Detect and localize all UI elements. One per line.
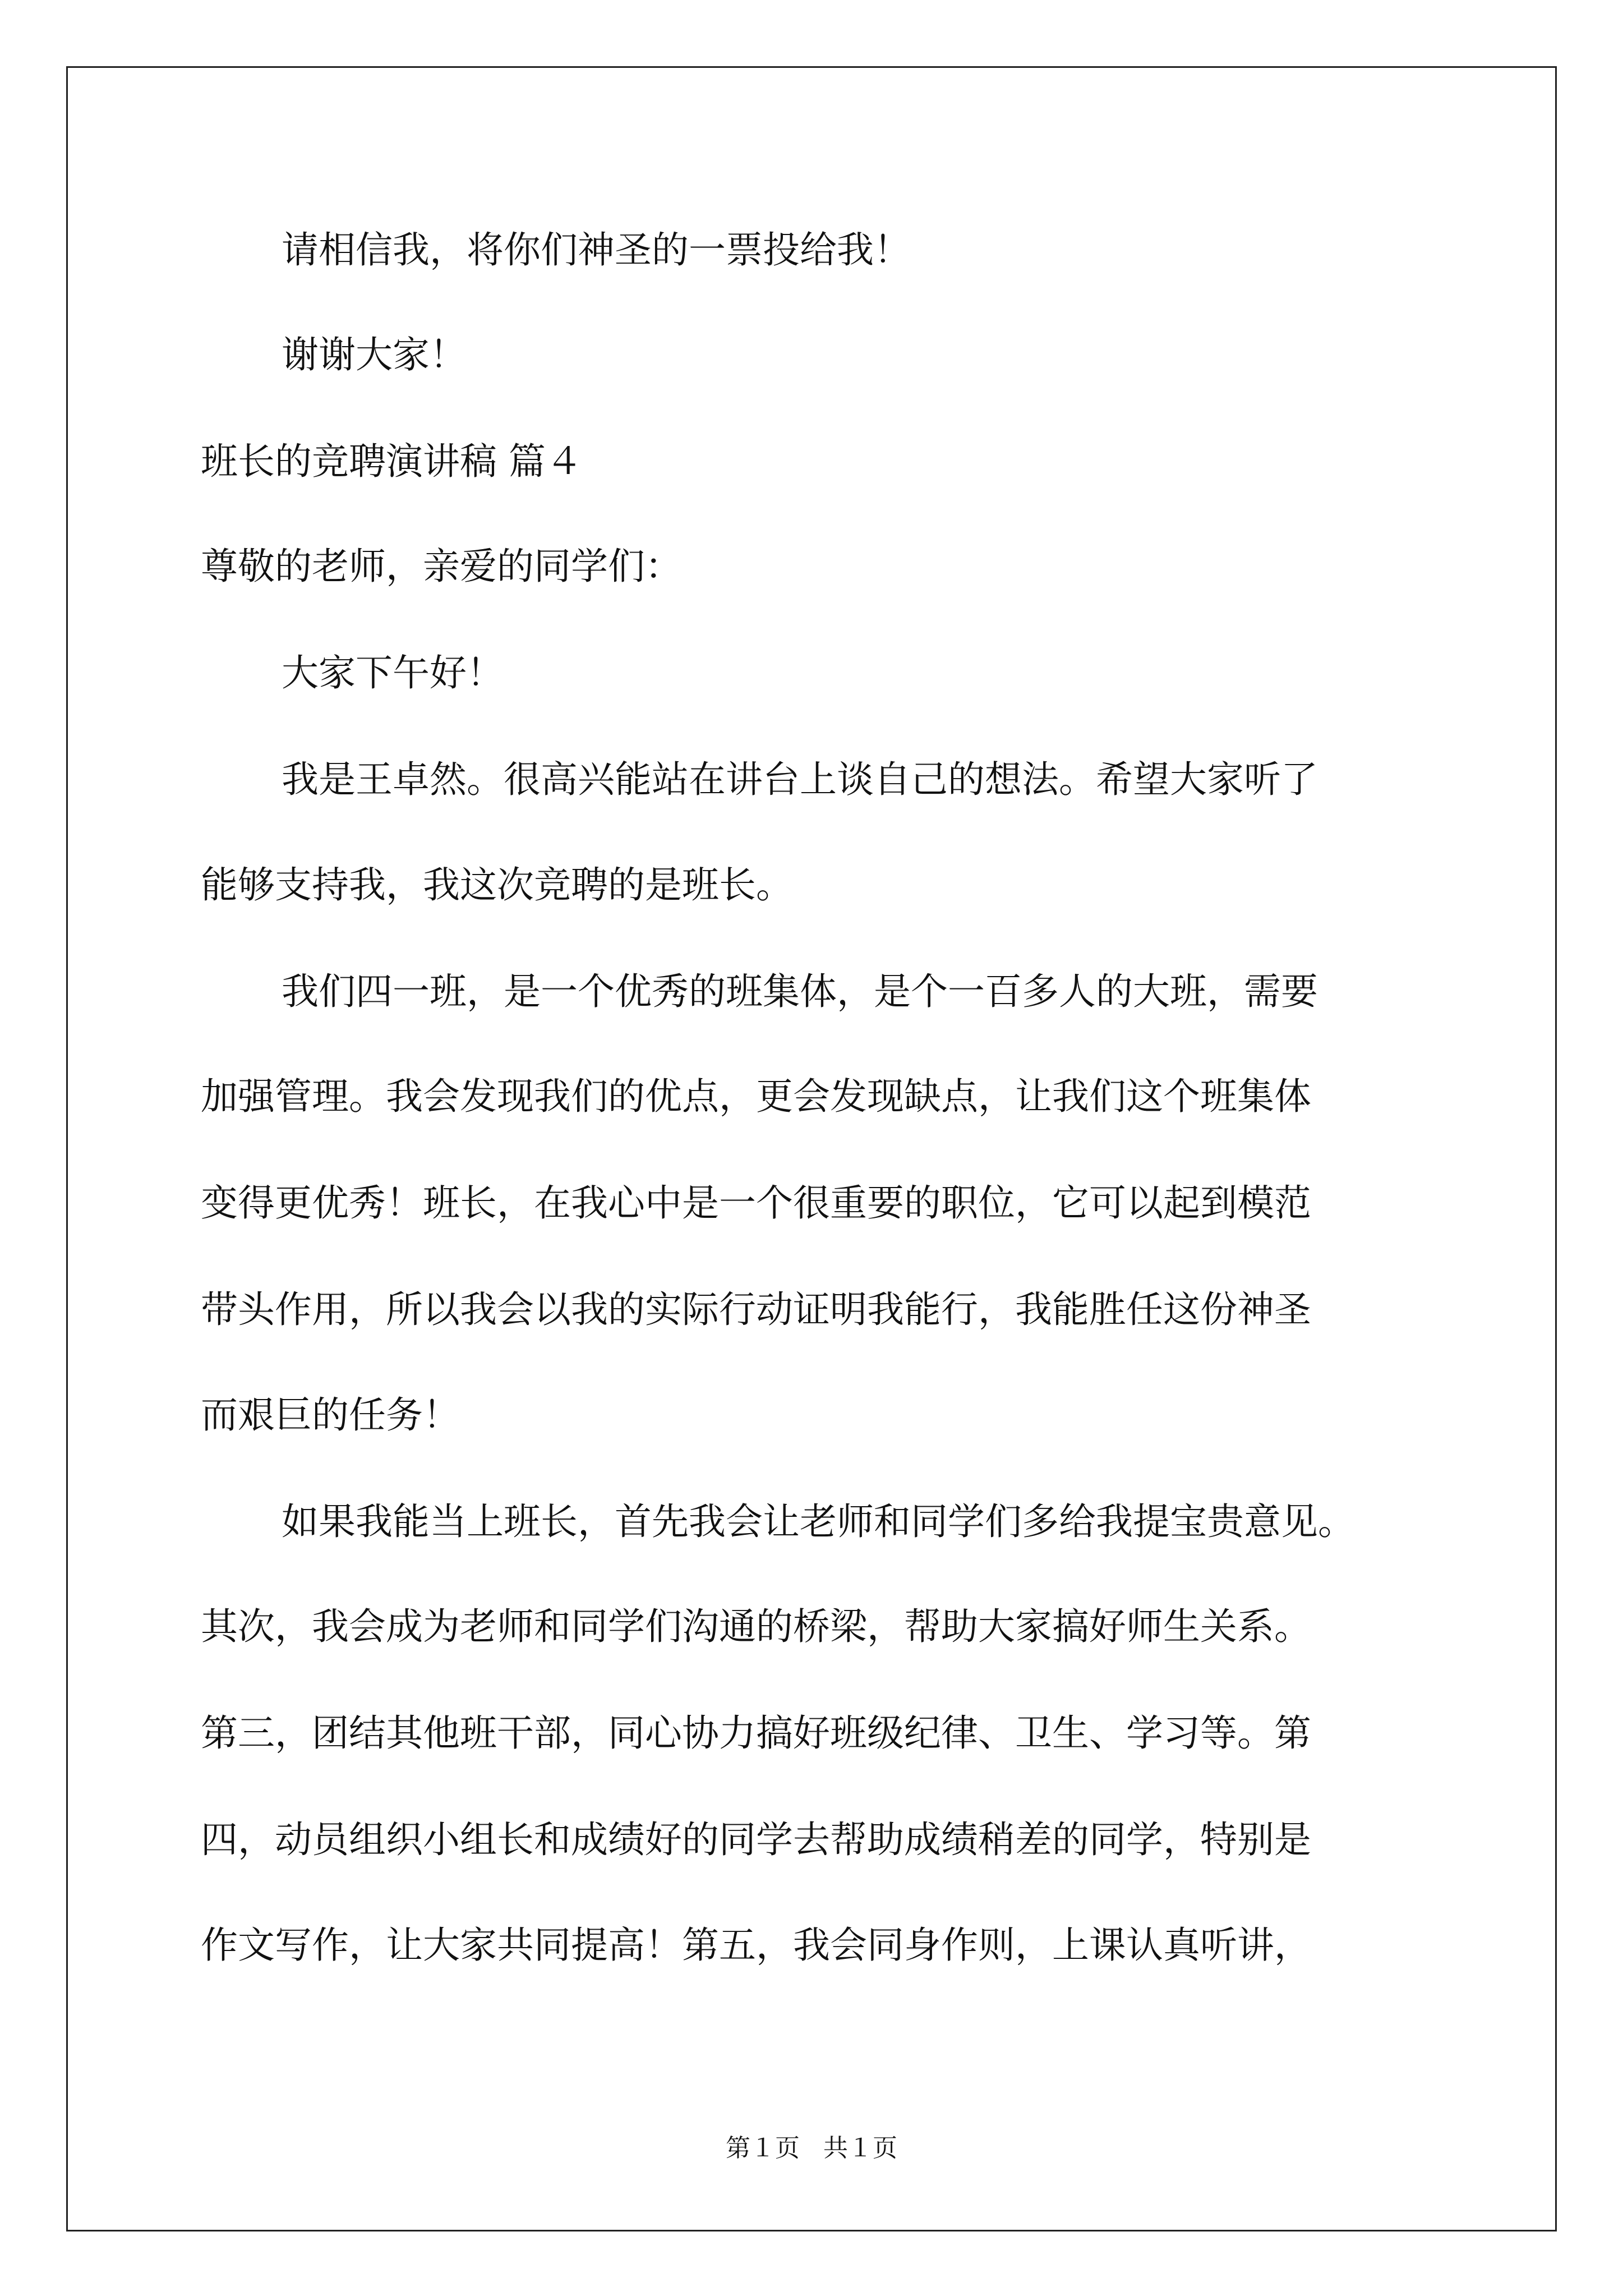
paragraph-line: 如果我能当上班长，首先我会让老师和同学们多给我提宝贵意见。: [282, 1500, 1355, 1543]
paragraph-line: 我是王卓然。很高兴能站在讲台上谈自己的想法。希望大家听了: [282, 758, 1318, 801]
paragraph-line: 作文写作，让大家共同提高！第五，我会同身作则，上课认真听讲，: [201, 1924, 1311, 1967]
paragraph-line: 能够支持我，我这次竞聘的是班长。: [201, 863, 793, 907]
paragraph-line: 谢谢大家！: [282, 333, 467, 376]
paragraph-line: 其次，我会成为老师和同学们沟通的桥梁，帮助大家搞好师生关系。: [201, 1605, 1311, 1648]
paragraph-line: 加强管理。我会发现我们的优点，更会发现缺点，让我们这个班集体: [201, 1075, 1311, 1118]
salutation: 尊敬的老师，亲爱的同学们：: [201, 545, 682, 588]
paragraph-line: 变得更优秀！班长，在我心中是一个很重要的职位，它可以起到模范: [201, 1181, 1311, 1225]
section-title: 班长的竞聘演讲稿 篇４: [201, 440, 583, 483]
paragraph-line: 大家下午好！: [282, 651, 504, 694]
page-border: [66, 66, 1557, 2231]
page-footer: 第１页 共１页: [726, 2134, 897, 2162]
paragraph-line: 第三，团结其他班干部，同心协力搞好班级纪律、卫生、学习等。第: [201, 1711, 1311, 1755]
paragraph-line: 我们四一班，是一个优秀的班集体，是个一百多人的大班，需要: [282, 970, 1318, 1013]
paragraph-line: 四，动员组织小组长和成绩好的同学去帮助成绩稍差的同学，特别是: [201, 1818, 1311, 1861]
paragraph-line: 带头作用，所以我会以我的实际行动证明我能行，我能胜任这份神圣: [201, 1288, 1311, 1331]
paragraph-line: 请相信我，将你们神圣的一票投给我！: [282, 228, 911, 272]
paragraph-line: 而艰巨的任务！: [201, 1393, 460, 1437]
